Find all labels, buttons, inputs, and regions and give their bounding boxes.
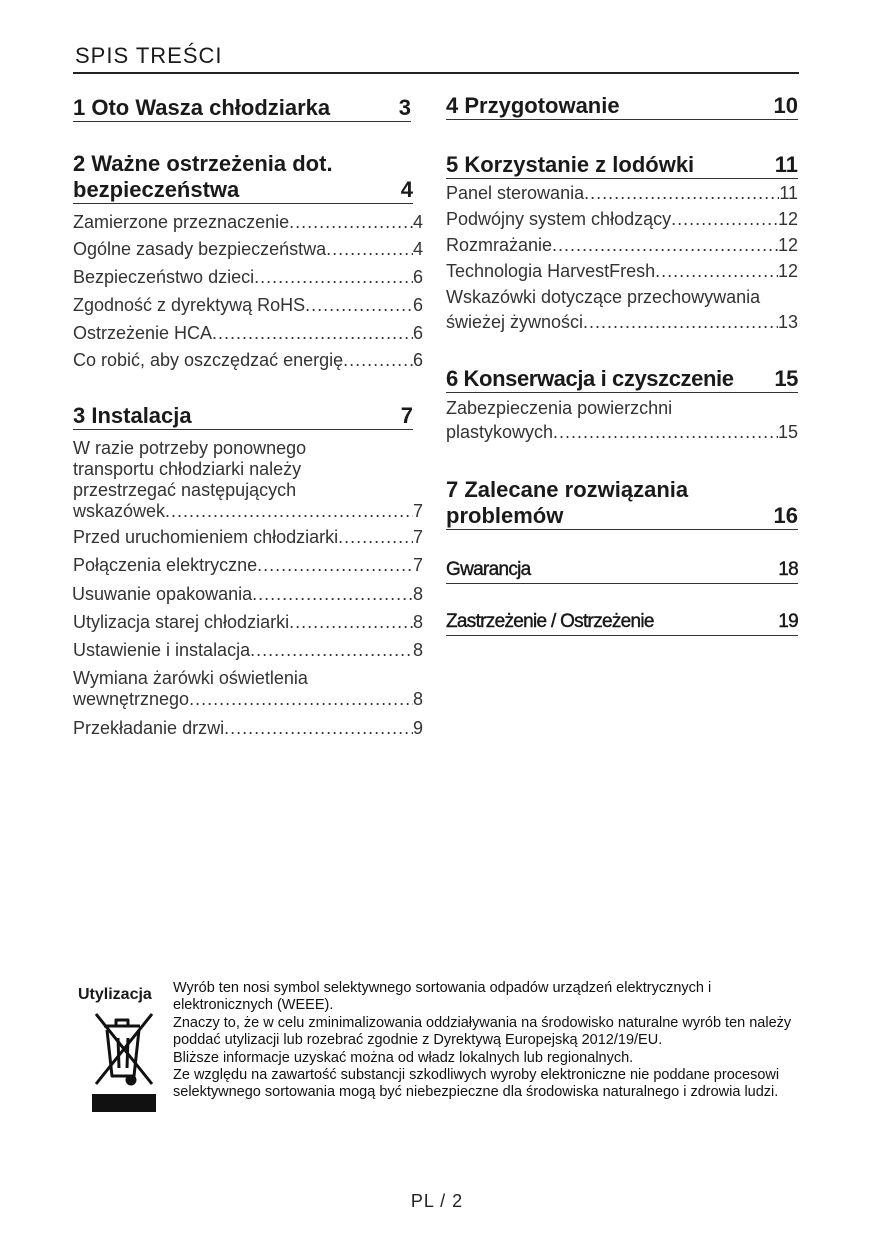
toc-entry[interactable]: W razie potrzeby ponownego transportu chłodziarki należy przestrzegać następujących wskazówek ..... 7 xyxy=(73,438,423,522)
toc-entry[interactable]: Technologia HarvestFresh ..... 12 xyxy=(446,261,798,282)
weee-label: Utylizacja xyxy=(78,986,152,1003)
toc-entry[interactable]: Zgodność z dyrektywą RoHS ..... 6 xyxy=(73,295,423,316)
toc-entry[interactable]: Połączenia elektryczne ..... 7 xyxy=(73,555,423,576)
toc-heading-page: 4 xyxy=(400,177,413,202)
toc-heading-7[interactable]: 7 Zalecane rozwiązania problemów 16 xyxy=(446,477,798,528)
toc-entry[interactable]: Wskazówki dotyczące przechowywania świeżej żywności ..... 13 xyxy=(446,287,798,333)
toc-heading-page: 19 xyxy=(778,611,798,632)
toc-entry[interactable]: Przekładanie drzwi ..... 9 xyxy=(73,718,423,739)
toc-heading-page: 10 xyxy=(773,93,798,118)
toc-heading-page: 7 xyxy=(400,403,413,428)
title-divider xyxy=(73,72,799,74)
toc-heading-page: 15 xyxy=(774,366,798,391)
toc-entry[interactable]: Utylizacja starej chłodziarki ..... 8 xyxy=(73,612,423,633)
toc-heading-2[interactable]: 2 Ważne ostrzeżenia dot. bezpieczeństwa 4 xyxy=(73,151,413,202)
toc-heading-4[interactable]: 4 Przygotowanie 10 xyxy=(446,93,798,118)
toc-heading-1[interactable]: 1 Oto Wasza chłodziarka 3 xyxy=(73,95,411,120)
toc-entry[interactable]: Wymiana żarówki oświetlenia wewnętrznego ..... 8 xyxy=(73,668,423,710)
toc-heading-5[interactable]: 5 Korzystanie z lodówki 11 xyxy=(446,152,798,177)
toc-heading-page: 16 xyxy=(773,503,798,528)
toc-entry[interactable]: Przed uruchomieniem chłodziarki ..... 7 xyxy=(73,527,423,548)
page-number: PL / 2 xyxy=(410,1191,464,1211)
toc-entry[interactable]: Zamierzone przeznaczenie ..... 4 xyxy=(73,212,423,233)
toc-entry[interactable]: Ogólne zasady bezpieczeństwa ..... 4 xyxy=(73,239,423,260)
toc-heading-disclaimer[interactable]: Zastrzeżenie / Ostrzeżenie 19 xyxy=(446,609,798,636)
toc-heading-page: 3 xyxy=(398,95,411,120)
toc-entry[interactable]: Ostrzeżenie HCA ..... 6 xyxy=(73,323,423,344)
page-title: SPIS TREŚCI xyxy=(75,43,223,68)
toc-heading-warranty[interactable]: Gwarancja 18 xyxy=(446,557,798,584)
toc-entry[interactable]: Ustawienie i instalacja ..... 8 xyxy=(73,640,423,661)
toc-heading-page: 18 xyxy=(778,559,798,580)
toc-entry[interactable]: Rozmrażanie ..... 12 xyxy=(446,235,798,256)
toc-heading-page: 11 xyxy=(774,152,798,177)
toc-entry[interactable]: Bezpieczeństwo dzieci ..... 6 xyxy=(73,267,423,288)
weee-notice: Wyrób ten nosi symbol selektywnego sortowania odpadów urządzeń elektrycznych i elektronicznych (WEEE). Znaczy to, że w celu zminimalizowania oddziaływania na środowisko naturalne wyrób ten należy poddać utylizacji lub rozebrać zgodnie z Dyrektywą Europejską 2012/19/EU. Bliższe informacje uzyskać można od władz lokalnych lub regionalnych. Ze względu na zawartość substancji szkodliwych wyroby elektroniczne nie poddane procesowi selektywnego sortowania mogą być niebezpieczne dla środowiska naturalnego i zdrowia ludzi. xyxy=(173,980,792,1101)
toc-entry[interactable]: Co robić, aby oszczędzać energię ..... 6 xyxy=(73,350,423,371)
toc-heading-6[interactable]: 6 Konserwacja i czyszczenie 15 xyxy=(446,366,798,391)
toc-entry[interactable]: Podwójny system chłodzący ..... 12 xyxy=(446,209,798,230)
toc-entry[interactable]: Zabezpieczenia powierzchni plastykowych ..... 15 xyxy=(446,398,798,443)
crossed-bin-icon xyxy=(90,1008,158,1119)
toc-entry[interactable]: Panel sterowania ..... 11 xyxy=(446,183,798,204)
toc-heading-3[interactable]: 3 Instalacja 7 xyxy=(73,403,413,428)
toc-entry[interactable]: Usuwanie opakowania ..... 8 xyxy=(72,584,423,605)
